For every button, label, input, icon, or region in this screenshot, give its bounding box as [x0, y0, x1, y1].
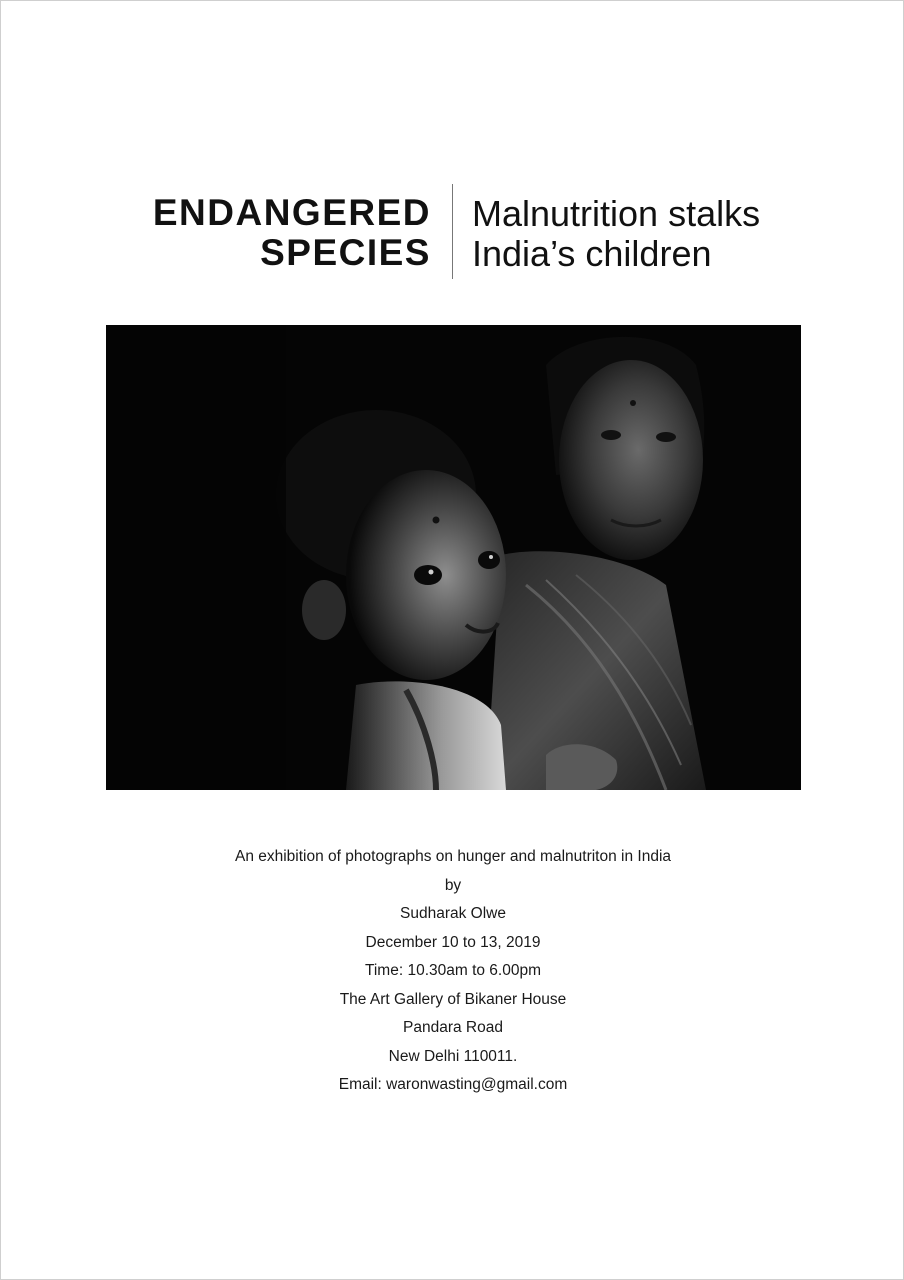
- exhibition-description: An exhibition of photographs on hunger and malnutriton in India: [234, 848, 672, 865]
- venue-road: Pandara Road: [403, 1019, 503, 1036]
- title-subtitle-line-1: Malnutrition stalks: [472, 193, 761, 234]
- photo-illustration: [106, 325, 801, 790]
- exhibition-time: Time: 10.30am to 6.00pm: [364, 962, 542, 979]
- exhibition-details: [151, 843, 755, 1100]
- venue-city: New Delhi 110011.: [388, 1047, 518, 1065]
- contact-email: Email: waronwasting@gmail.com: [338, 1076, 568, 1093]
- by-label: by: [444, 876, 462, 894]
- exhibition-dates: December 10 to 13, 2019: [365, 933, 541, 951]
- title-subtitle-line-2: India’s children: [472, 233, 712, 274]
- title-subtitle: [472, 194, 832, 274]
- title-divider: [452, 184, 453, 279]
- venue-name: The Art Gallery of Bikaner House: [339, 990, 567, 1008]
- title-main-line-1: ENDANGERED: [152, 192, 431, 233]
- title-main: [101, 193, 431, 273]
- title-main-line-2: SPECIES: [260, 232, 431, 273]
- photographer-name: Sudharak Olwe: [400, 905, 506, 922]
- exhibition-photo: [106, 325, 801, 790]
